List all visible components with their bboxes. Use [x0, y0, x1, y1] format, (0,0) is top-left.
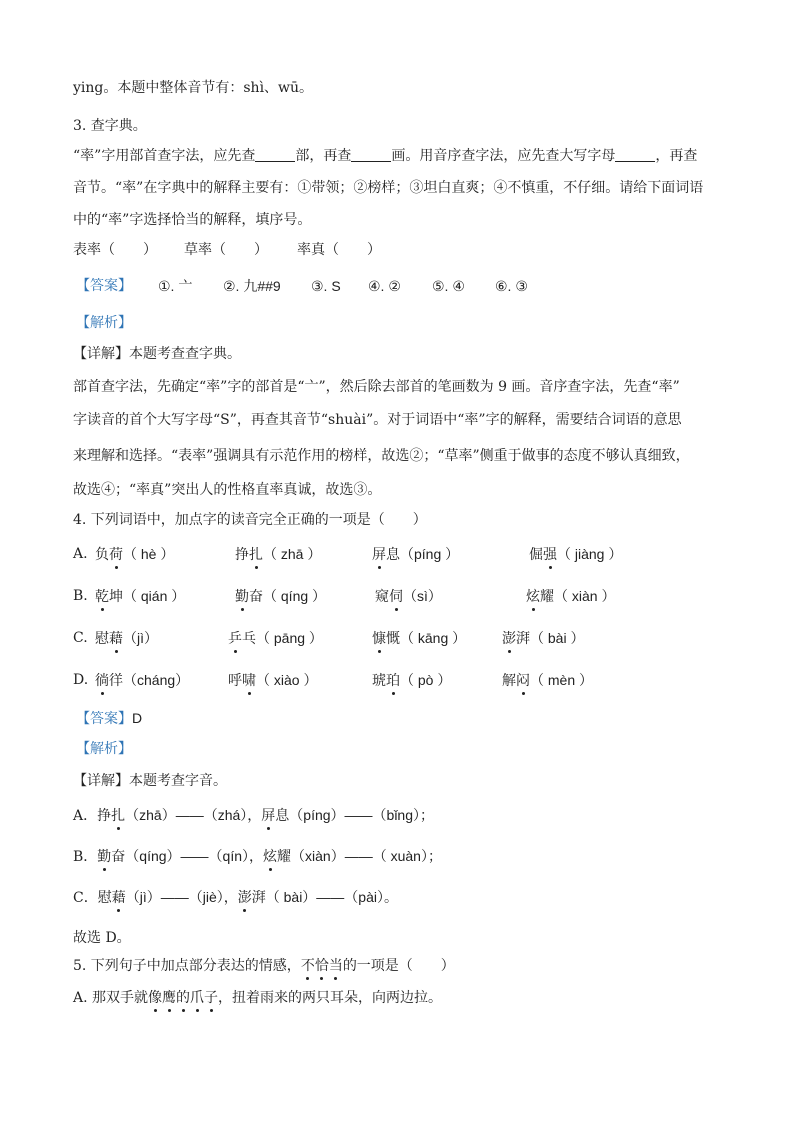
q3-explanation-line: 字读音的首个大写字母“S”，再查其音节“shuài”。对于词语中“率”字的解释，需要结合词语的意思 [73, 412, 682, 428]
q5-option-a: A. 那双手就像鹰的爪子，扭着雨来的两只耳朵，向两边拉。 [73, 990, 443, 1006]
answer-2: ②. 九##9 [223, 278, 281, 294]
q3-explanation-line: 部首查字法，先确定“率”字的部首是“亠”，然后除去部首的笔画数为 9 画。音序查字法，先查“率” [73, 379, 680, 395]
option-letter: D. [73, 672, 89, 688]
answer-6: ⑥. ③ [495, 278, 528, 294]
q5-title: 5. 下列句子中加点部分表达的情感，不恰当的一项是（ ） [73, 958, 455, 974]
option-letter: C. [73, 630, 88, 646]
q4-explain-b: B．勤奋（qíng）——（qín），炫耀（xiàn）——（ xuàn）； [73, 848, 442, 865]
intro-line: ying。本题中整体音节有：shì、wū。 [73, 80, 314, 96]
word-biaolv: 表率（ ） [73, 242, 157, 258]
q3-line3: 中的“率”字选择恰当的解释，填序号。 [73, 212, 312, 228]
answer-5: ⑤. ④ [432, 278, 465, 294]
answer-4: ④. ② [368, 278, 401, 294]
blank-3 [615, 147, 655, 162]
q4-explain-a: A．挣扎（zhā）——（zhá），屏息（píng）——（bǐng）； [73, 807, 434, 824]
q4-conclusion: 故选 D。 [73, 930, 131, 946]
word-caolv: 草率（ ） [184, 242, 268, 258]
option-word: 呼啸（ xiào ） [228, 672, 318, 689]
q3-title: 3. 查字典。 [73, 118, 147, 134]
option-word: 慰藉（jì） [95, 630, 158, 647]
analysis-label: 【解析】 [76, 315, 132, 331]
option-word: 乒乓（ pāng ） [228, 630, 323, 647]
option-word: 乾坤（ qián ） [95, 588, 186, 605]
q3-line1-text: “率”字用部首查字法，应先查 [73, 148, 256, 164]
q3-line1-text: ，再查 [655, 148, 698, 164]
q3-explanation-line: 来理解和选择。“表率”强调具有示范作用的榜样，故选②；“草率”侧重于做事的态度不够认真细致， [73, 448, 690, 464]
option-word: 勤奋（ qíng ） [235, 588, 327, 605]
q3-line2: 音节。“率”在字典中的解释主要有：①带领；②榜样；③坦白直爽；④不慎重，不仔细。请给下面词语 [73, 180, 704, 196]
q4-detail: 【详解】本题考查字音。 [73, 773, 227, 789]
option-word: 慷慨（ kāng ） [372, 630, 467, 647]
option-word: 挣扎（ zhā ） [235, 546, 322, 563]
answer-value: D [132, 710, 143, 726]
answer-1: ①. 亠 [158, 278, 193, 294]
option-word: 徜徉（cháng） [95, 672, 190, 689]
option-word: 负荷（ hè ） [95, 546, 175, 563]
answer-label: 【答案】 [76, 278, 132, 294]
blank-1 [255, 147, 295, 162]
q4-answer [76, 708, 142, 729]
word-lvzhen: 率真（ ） [297, 242, 381, 258]
q3-explanation-line: 故选④；“率真”突出人的性格直率真诚，故选③。 [73, 482, 382, 498]
q3-line1-text: 画。用音序查字法，应先查大写字母 [391, 148, 616, 164]
option-word: 屏息（píng ） [372, 546, 460, 563]
option-word: 澎湃（ bài ） [502, 630, 585, 647]
option-word: 窥伺（sì） [375, 588, 442, 605]
option-word: 炫耀（ xiàn ） [526, 588, 616, 605]
option-word: 倔强（ jiàng ） [529, 546, 623, 563]
analysis-label: 【解析】 [76, 741, 132, 757]
option-word: 解闷（ mèn ） [502, 672, 594, 689]
q3-line1-text: 部，再查 [295, 148, 352, 164]
option-letter: B. [73, 588, 88, 604]
blank-2 [351, 147, 391, 162]
answer-label: 【答案】 [76, 711, 132, 727]
option-word: 琥珀（ pò ） [372, 672, 452, 689]
q3-detail: 【详解】本题考查查字典。 [73, 346, 241, 362]
answer-3: ③. S [311, 278, 341, 294]
option-letter: A. [73, 546, 88, 562]
q3-line1 [73, 146, 697, 166]
q4-title: 4. 下列词语中，加点字的读音完全正确的一项是（ ） [73, 512, 427, 528]
q4-explain-c: C．慰藉（jì）——（jiè），澎湃（ bài）——（pài）。 [73, 889, 398, 906]
